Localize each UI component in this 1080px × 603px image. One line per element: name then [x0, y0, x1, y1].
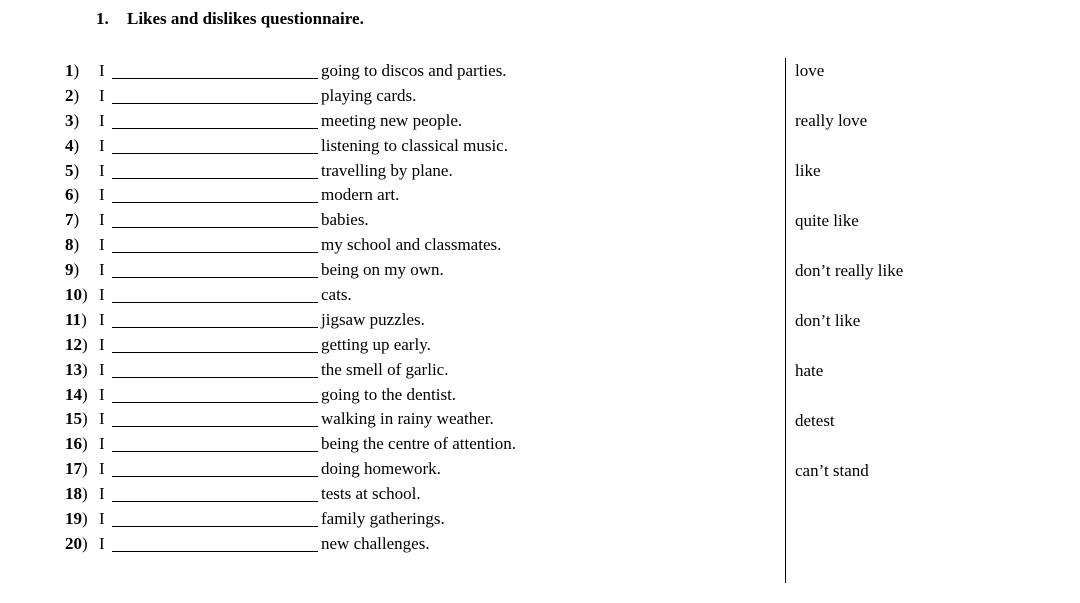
question-number-paren: )	[82, 384, 88, 404]
answer-blank[interactable]	[112, 484, 318, 502]
question-item	[65, 210, 516, 235]
answer-blank[interactable]	[112, 185, 318, 203]
subject-word: I	[99, 61, 105, 80]
subject-word: I	[99, 135, 105, 155]
question-item	[65, 111, 516, 136]
question-number-value: 10	[65, 285, 82, 305]
question-item	[65, 285, 516, 310]
question-item	[65, 385, 516, 410]
question-text: family gatherings.	[321, 509, 445, 529]
answer-blank[interactable]	[112, 534, 318, 552]
column-divider	[785, 58, 786, 583]
question-number	[65, 86, 99, 105]
question-text: jigsaw puzzles.	[321, 309, 425, 329]
question-number	[65, 161, 99, 180]
option-item: like	[795, 161, 821, 180]
question-number	[65, 111, 99, 130]
question-number	[65, 235, 99, 254]
question-text: doing homework.	[321, 459, 441, 479]
question-text: travelling by plane.	[321, 160, 453, 180]
question-number-value: 3	[65, 110, 74, 130]
question-number	[65, 136, 99, 155]
answer-blank[interactable]	[112, 335, 318, 353]
question-number-paren: )	[82, 434, 88, 454]
question-item	[65, 360, 516, 385]
option-item: can’t stand	[795, 461, 869, 480]
option-item: don’t like	[795, 311, 861, 330]
question-number-value: 17	[65, 459, 82, 479]
question-number	[65, 385, 99, 404]
answer-blank[interactable]	[112, 509, 318, 527]
question-item	[65, 136, 516, 161]
question-number	[65, 210, 99, 229]
question-number-paren: )	[82, 334, 88, 354]
title-text: Likes and dislikes questionnaire.	[127, 9, 364, 28]
option-item: quite like	[795, 211, 859, 230]
title-number: 1.	[96, 9, 109, 28]
question-number-value: 2	[65, 85, 74, 105]
question-number-paren: )	[82, 509, 88, 529]
question-number	[65, 434, 99, 453]
question-text: meeting new people.	[321, 110, 463, 130]
question-item	[65, 235, 516, 260]
question-number	[65, 335, 99, 354]
question-number-value: 19	[65, 509, 82, 529]
subject-word: I	[99, 359, 105, 379]
question-text: listening to classical music.	[321, 135, 508, 155]
question-number-paren: )	[73, 260, 80, 280]
answer-blank[interactable]	[112, 210, 318, 228]
question-list	[65, 61, 516, 559]
question-number	[65, 409, 99, 428]
question-number-value: 20	[65, 533, 82, 553]
answer-blank[interactable]	[112, 310, 318, 328]
subject-word: I	[99, 409, 105, 429]
question-item	[65, 335, 516, 360]
question-item	[65, 409, 516, 434]
question-number-value: 5	[65, 160, 74, 180]
question-text: cats.	[321, 285, 352, 305]
question-number-paren: )	[73, 185, 80, 205]
question-item	[65, 434, 516, 459]
option-item: love	[795, 61, 825, 80]
answer-blank[interactable]	[112, 136, 318, 154]
answer-blank[interactable]	[112, 86, 318, 104]
subject-word: I	[99, 434, 105, 454]
question-number	[65, 484, 99, 503]
question-number-value: 1	[65, 61, 74, 80]
question-item	[65, 161, 516, 186]
question-text: walking in rainy weather.	[321, 409, 494, 429]
subject-word: I	[99, 85, 105, 105]
option-item: detest	[795, 411, 835, 430]
question-number-value: 12	[65, 334, 82, 354]
question-number-value: 6	[65, 185, 74, 205]
question-text: getting up early.	[321, 334, 431, 354]
question-item	[65, 260, 516, 285]
subject-word: I	[99, 235, 105, 255]
question-text: going to the dentist.	[321, 384, 457, 404]
question-item	[65, 185, 516, 210]
question-item	[65, 534, 516, 559]
question-number-paren: )	[82, 409, 88, 429]
subject-word: I	[99, 309, 105, 329]
answer-blank[interactable]	[112, 285, 318, 303]
question-number-paren: )	[82, 484, 88, 504]
question-number-paren: )	[82, 533, 88, 553]
option-item: hate	[795, 361, 824, 380]
question-number-value: 14	[65, 384, 82, 404]
answer-blank[interactable]	[112, 459, 318, 477]
question-text: being on my own.	[321, 260, 444, 280]
question-number	[65, 61, 99, 80]
option-list	[795, 61, 903, 511]
question-number-value: 13	[65, 359, 82, 379]
answer-blank[interactable]	[112, 61, 318, 79]
question-number-paren: )	[73, 160, 80, 180]
subject-word: I	[99, 110, 105, 130]
question-text: modern art.	[321, 185, 400, 205]
answer-blank[interactable]	[112, 385, 318, 403]
question-number-value: 9	[65, 260, 74, 280]
subject-word: I	[99, 260, 105, 280]
question-number-paren: )	[81, 309, 87, 329]
question-text: being the centre of attention.	[321, 434, 516, 454]
question-number	[65, 534, 99, 553]
question-number	[65, 310, 99, 329]
question-text: playing cards.	[321, 85, 417, 105]
subject-word: I	[99, 185, 105, 205]
answer-blank[interactable]	[112, 434, 318, 452]
question-number-value: 15	[65, 409, 82, 429]
question-number-paren: )	[73, 135, 80, 155]
question-item	[65, 509, 516, 534]
question-number-paren: )	[73, 85, 80, 105]
question-text: new challenges.	[321, 533, 430, 553]
subject-word: I	[99, 384, 105, 404]
question-number-value: 7	[65, 210, 74, 230]
subject-word: I	[99, 509, 105, 529]
question-number-paren: )	[82, 285, 88, 305]
subject-word: I	[99, 160, 105, 180]
question-number-value: 4	[65, 135, 74, 155]
question-text: going to discos and parties.	[321, 61, 507, 80]
subject-word: I	[99, 210, 105, 230]
subject-word: I	[99, 484, 105, 504]
answer-blank[interactable]	[112, 235, 318, 253]
answer-blank[interactable]	[112, 360, 318, 378]
answer-blank[interactable]	[112, 409, 318, 427]
question-number	[65, 509, 99, 528]
question-text: babies.	[321, 210, 369, 230]
option-item: don’t really like	[795, 261, 904, 280]
question-item	[65, 310, 516, 335]
question-item	[65, 61, 516, 86]
question-number-value: 18	[65, 484, 82, 504]
subject-word: I	[99, 334, 105, 354]
question-number-paren: )	[82, 359, 88, 379]
question-number-paren: )	[73, 235, 80, 255]
subject-word: I	[99, 533, 105, 553]
question-text: the smell of garlic.	[321, 359, 449, 379]
question-text: my school and classmates.	[321, 235, 502, 255]
question-number	[65, 185, 99, 204]
question-number-paren: )	[73, 61, 80, 80]
question-number-paren: )	[73, 110, 80, 130]
subject-word: I	[99, 285, 105, 305]
question-item	[65, 86, 516, 111]
question-text: tests at school.	[321, 484, 421, 504]
answer-blank[interactable]	[112, 161, 318, 179]
page-title	[96, 9, 364, 29]
question-number-paren: )	[82, 459, 88, 479]
answer-blank[interactable]	[112, 260, 318, 278]
question-number-value: 16	[65, 434, 82, 454]
question-item	[65, 459, 516, 484]
question-number	[65, 260, 99, 279]
question-number	[65, 360, 99, 379]
question-number	[65, 459, 99, 478]
question-number	[65, 285, 99, 304]
question-number-value: 11	[65, 309, 82, 329]
question-number-paren: )	[73, 210, 80, 230]
option-item: really love	[795, 111, 868, 130]
question-number-value: 8	[65, 235, 74, 255]
answer-blank[interactable]	[112, 111, 318, 129]
subject-word: I	[99, 459, 105, 479]
question-item	[65, 484, 516, 509]
